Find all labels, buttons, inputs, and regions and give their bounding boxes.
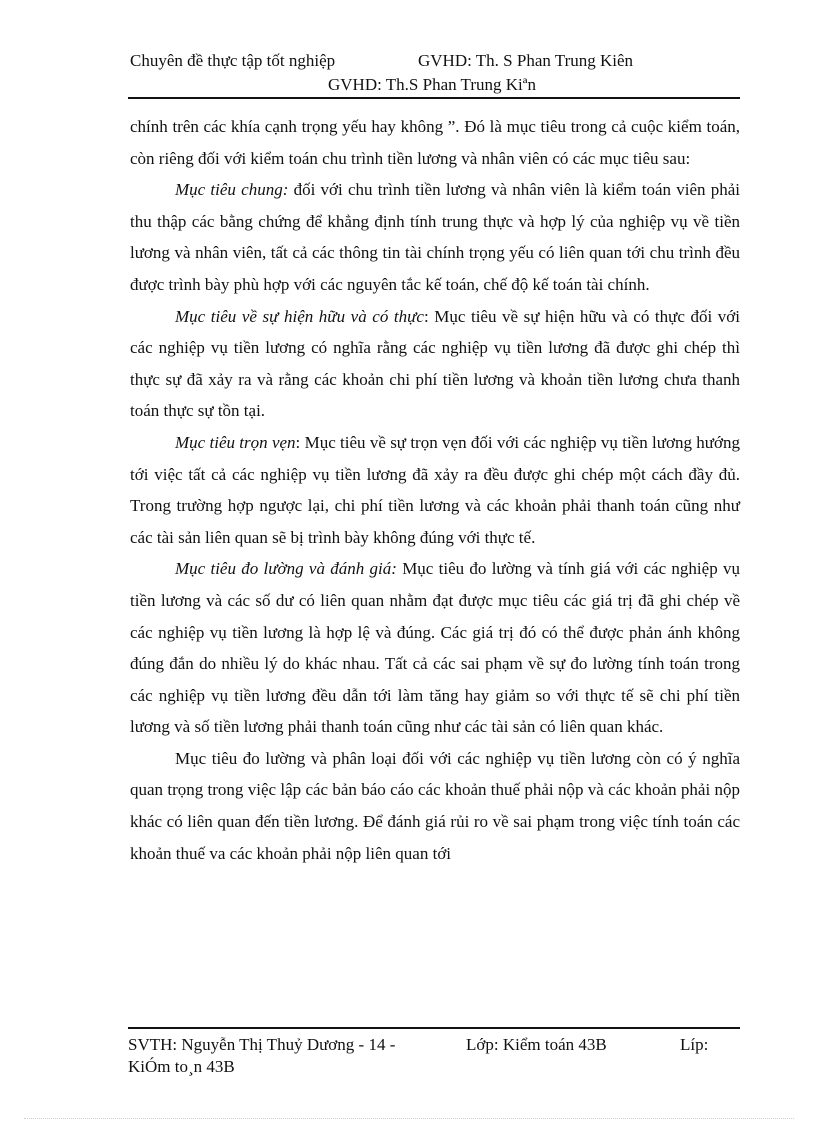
paragraph: Mục tiêu trọn vẹn: Mục tiêu về sự trọn vẹn đối với các nghiệp vụ tiền lương hướng tới việc tất cả các nghiệp vụ tiền lương đã xảy ra đều được ghi chép một cách đầy đủ. Trong trường hợp ngược lại, chi phí tiền lương và các khoản phải thanh toán cũng như các tài sản liên quan sẽ bị trình bày không đúng với thực tế. — [130, 432, 740, 547]
supervisor-label: GVHD: Th. S Phan Trung Kiên — [418, 51, 634, 70]
paragraph: chính trên các khía cạnh trọng yếu hay không ”. Đó là mục tiêu trong cả cuộc kiểm toán, còn riêng đối với kiểm toán chu trình tiền lương và nhân viên có các mục tiêu sau: — [130, 117, 740, 168]
report-title: Chuyên đề thực tập tốt nghiệp — [130, 51, 336, 70]
class-value-encoded: KiÓm to¸n 43B — [128, 1057, 235, 1076]
class-label-encoded: Líp: — [680, 1035, 709, 1054]
paragraph: Mục tiêu chung: đối với chu trình tiền lương và nhân viên là kiểm toán viên phải thu thập các bằng chứng để khẳng định tính trung thực và hợp lý của nghiệp vụ về tiền lương và nhân viên, tất cả các thông tin tài chính trọng yếu có liên quan tới chu trình đều được trình bày phù hợp với các nguyên tắc kế toán, chế độ kế toán tài chính. — [130, 180, 741, 294]
supervisor-label-encoded: GVHD: Th.S Phan Trung Kiªn — [328, 75, 536, 94]
paragraph-heading: Mục tiêu đo lường và đánh giá: — [175, 559, 397, 579]
paragraph: Mục tiêu về sự hiện hữu và có thực: Mục tiêu về sự hiện hữu và có thực đối với các nghiệp vụ tiền lương có nghĩa rằng các nghiệp vụ tiền lương đã được ghi chép thì thực sự đã xảy ra và rằng các khoản chi phí tiền lương và khoản tiền lương chưa thanh toán thực sự tồn tại. — [130, 306, 740, 421]
paragraph-heading: Mục tiêu chung: — [175, 180, 289, 200]
paragraph: Mục tiêu đo lường và đánh giá: Mục tiêu đo lường và tính giá với các nghiệp vụ tiền lương và các số dư có liên quan nhằm đạt được mục tiêu các giá trị đã ghi chép về các nghiệp vụ tiền lương là hợp lệ và đúng. Các giá trị đó có thể được phản ánh không đúng đắn do nhiều lý do khác nhau. Tất cả các sai phạm về sự đo lường tính toán trong các nghiệp vụ tiền lương đều dẫn tới làm tăng hay giảm so với thực tế sẽ chi phí tiền lương và số tiền lương phải thanh toán cũng như các tài sản có liên quan khác. — [130, 559, 740, 737]
paragraph-heading: Mục tiêu về sự hiện hữu và có thực — [175, 306, 424, 326]
class-info: Lớp: Kiểm toán 43B — [466, 1035, 607, 1054]
page-footer — [128, 1034, 740, 1076]
footer-divider — [128, 1027, 740, 1029]
page-header — [128, 50, 740, 94]
header-divider — [128, 97, 740, 99]
paragraph-heading: Mục tiêu trọn vẹn — [175, 432, 296, 452]
student-info: SVTH: Nguyễn Thị Thuỷ Dương - 14 - — [128, 1035, 396, 1054]
paragraph: Mục tiêu đo lường và phân loại đối với các nghiệp vụ tiền lương còn có ý nghĩa quan trọng trong việc lập các bản báo cáo các khoản thuế phải nộp và các khoản phải nộp khác có liên quan đến tiền lương. Để đánh giá rủi ro về sai phạm trong việc tính toán các khoản thuế va các khoản phải nộp liên quan tới — [130, 748, 740, 863]
page-bottom-edge — [24, 1118, 794, 1119]
document-body — [130, 111, 740, 869]
